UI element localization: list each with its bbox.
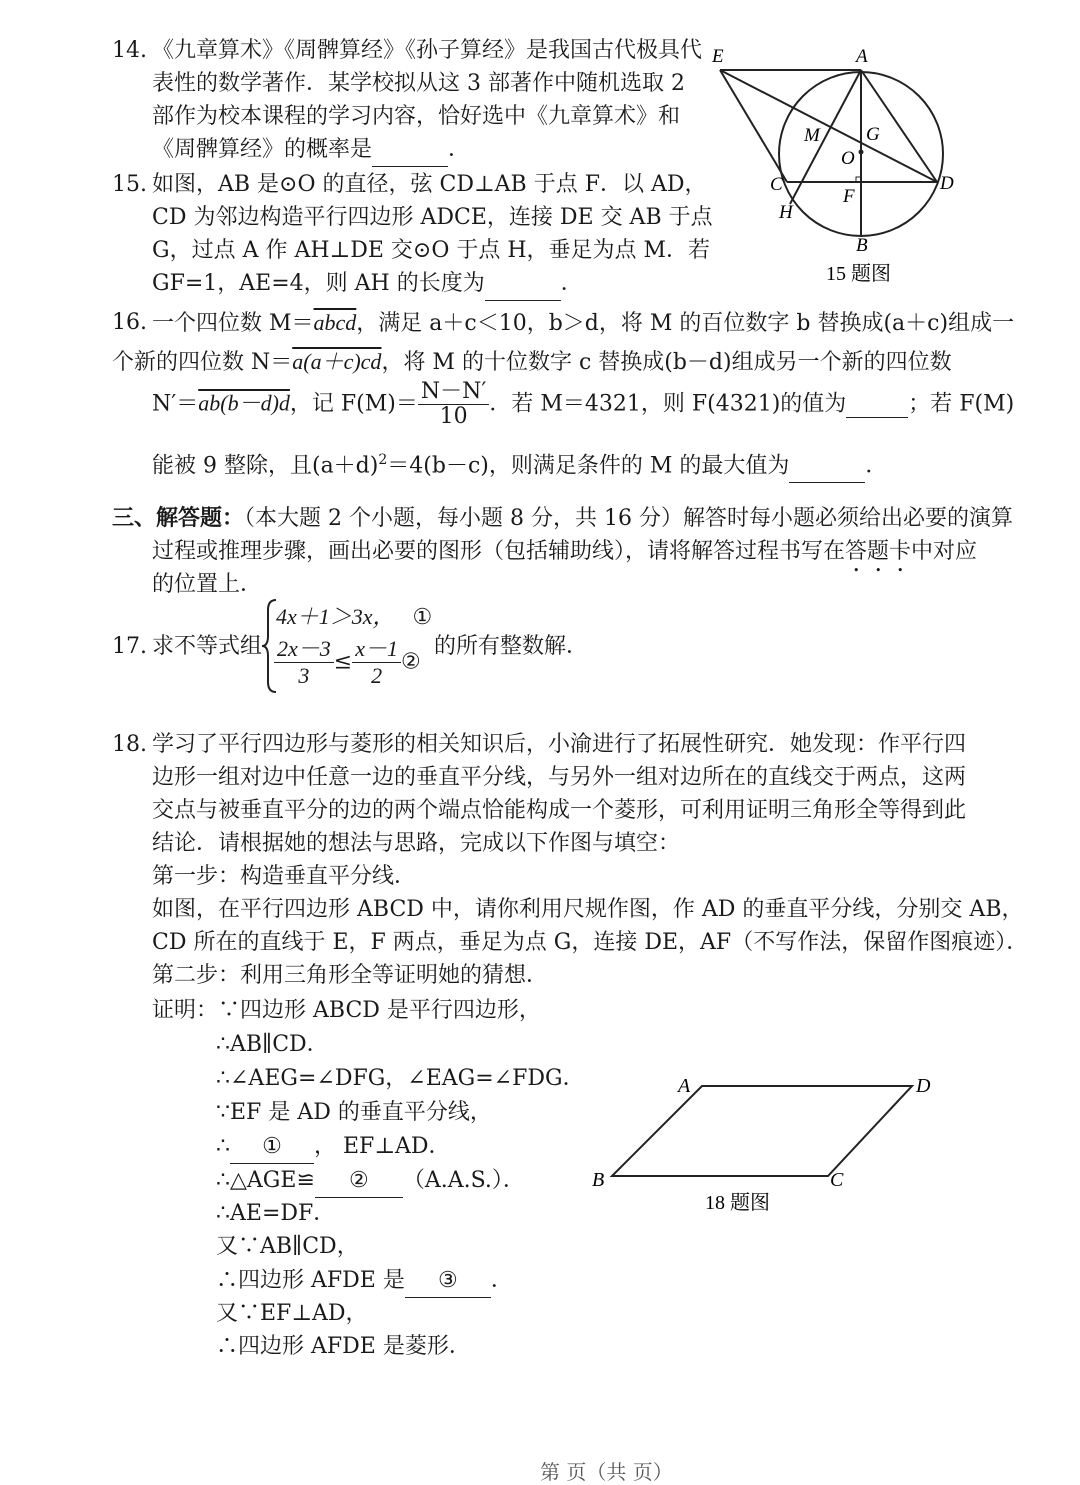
label-c: C: [830, 1169, 844, 1191]
q16-blank1[interactable]: [846, 393, 908, 418]
q15-line4-text: GF=1，AE=4，则 AH 的长度为: [152, 271, 485, 296]
q16-l4b: ＝4(b－c)，则满足条件的 M 的最大值为: [387, 453, 790, 479]
section3-line3: 的位置上．: [152, 572, 263, 597]
q14-end: ．: [448, 137, 471, 162]
figure-18: [580, 1066, 960, 1226]
q17-prefix: 求不等式组: [152, 634, 263, 659]
q18-proof8a: ∴四边形 AFDE 是: [216, 1268, 405, 1293]
q16-frac-denominator: 10: [439, 404, 468, 429]
q16-l3c: ，记 F(M)＝: [289, 391, 418, 417]
q14-line1: 《九章算术》《周髀算经》《孙子算经》是我国古代极具代: [152, 38, 703, 63]
q14-line4-text: 《周髀算经》的概率是: [152, 137, 373, 162]
q17-frac1-den: 3: [298, 663, 310, 688]
label-g: G: [866, 124, 880, 145]
page-footer: 第 页（共 页）: [540, 1460, 673, 1484]
q16-overline-abcd: abcd: [313, 310, 357, 335]
label-b: B: [592, 1169, 605, 1191]
q18-blank3[interactable]: ③: [405, 1264, 491, 1298]
q18-proof10: ∴四边形 AFDE 是菱形．: [216, 1334, 471, 1359]
q15-number: 15.: [112, 172, 147, 197]
q16-fraction: [418, 380, 490, 429]
q18-proof1: ∴AB∥CD．: [216, 1032, 329, 1057]
q14-line3: 部作为校本课程的学习内容，恰好选中《九章算术》和: [152, 104, 681, 129]
center-o: [859, 150, 864, 155]
q17-inequality1: [276, 600, 432, 634]
q18-proof5a: ∴△AGE≌: [216, 1168, 315, 1193]
label-f: F: [843, 186, 855, 207]
q16-l2a: 个新的四位数 N＝: [112, 350, 293, 375]
q16-frac-numerator: N－N′: [418, 380, 490, 405]
q17-number: 17.: [112, 634, 147, 659]
label-c: C: [770, 174, 783, 195]
q18-proof4b: ， EF⊥AD．: [314, 1134, 451, 1159]
q18-number: 18.: [112, 732, 147, 757]
q18-line4: 结论．请根据她的想法与思路，完成以下作图与填空：: [152, 831, 681, 856]
q16-l3a: N′＝: [152, 391, 199, 417]
q16-line1: [152, 306, 1014, 340]
q15-line4: [152, 267, 583, 301]
q16-line2: [112, 345, 952, 379]
q18-proof5b: （A.A.S.）．: [402, 1168, 525, 1193]
label-e: E: [712, 46, 724, 67]
q18-line1: 学习了平行四边形与菱形的相关知识后，小渝进行了拓展性研究．她发现：作平行四: [152, 732, 967, 757]
label-a: A: [678, 1075, 691, 1097]
q14-line4: [152, 133, 470, 167]
section3-line2c: 中对应: [911, 539, 978, 564]
figure-18-caption: 18 题图: [705, 1192, 770, 1214]
q18-step1-desc2: CD 所在的直线于 E，F 两点，垂足为点 G，连接 DE，AF（不写作法，保留作图痕迹）．: [152, 930, 1029, 955]
q18-step1: 第一步：构造垂直平分线．: [152, 864, 417, 889]
q18-line3: 交点与被垂直平分的边的两个端点恰能构成一个菱形，可利用证明三角形全等得到此: [152, 798, 967, 823]
q15-answer-blank[interactable]: [485, 267, 561, 301]
q16-l1c: ，满足 a＋c＜10，b＞d，将 M 的百位数字 b 替换成(a＋c)组成一: [356, 311, 1015, 336]
q16-l4c: ．: [865, 453, 888, 479]
q17-leq: ≤: [333, 649, 353, 675]
q16-blank2[interactable]: [789, 449, 865, 483]
q16-l3e: ；若 F(M): [908, 391, 1015, 417]
q17-frac2-den: 2: [371, 663, 383, 688]
label-d: D: [940, 173, 954, 194]
q17-mark2: ②: [400, 649, 421, 675]
q16-number: 16.: [112, 310, 147, 335]
section3-title: 三、解答题：: [112, 505, 245, 531]
figure-15-caption: 15 题图: [826, 263, 891, 285]
label-d: D: [916, 1075, 931, 1097]
label-a: A: [856, 46, 868, 67]
section3-line2a: 过程或推理步骤，画出必要的图形（包括辅助线），请将解答过程书写在: [152, 539, 846, 564]
figure-15: [700, 36, 980, 296]
section3-answer-card: 答题卡: [845, 539, 912, 564]
q17-frac1: [274, 636, 334, 689]
q18-proof7: 又∵AB∥CD，: [216, 1234, 359, 1259]
section3-line2: [152, 535, 977, 577]
q18-proof8b: ．: [490, 1268, 513, 1293]
q17-ineq1: 4x＋1＞3x，: [276, 604, 395, 629]
q18-proof9: 又∵EF⊥AD，: [216, 1301, 368, 1326]
q17-frac2-num: x－1: [352, 636, 401, 663]
q16-overline-n: a(a＋c)cd: [292, 349, 382, 374]
label-h: H: [779, 202, 793, 223]
label-o: O: [841, 148, 855, 169]
q15-end: ．: [560, 271, 583, 296]
q15-line1: 如图，AB 是⊙O 的直径，弦 CD⊥AB 于点 F．以 AD，: [152, 172, 707, 197]
q16-l4a: 能被 9 整除，且(a＋d): [152, 453, 379, 479]
q15-line2: CD 为邻边构造平行四边形 ADCE，连接 DE 交 AB 于点: [152, 205, 713, 230]
q18-step1-desc1: 如图，在平行四边形 ABCD 中，请你利用尺规作图，作 AD 的垂直平分线，分别交 AB，: [152, 897, 1024, 922]
section3-line1: [112, 502, 1013, 535]
q17-inequality2: [274, 636, 421, 689]
q14-number: 14.: [112, 38, 147, 63]
q16-l3d: ．若 M＝4321，则 F(4321)的值为: [489, 391, 847, 417]
q18-step2: 第二步：利用三角形全等证明她的猜想．: [152, 963, 549, 988]
label-b: B: [856, 235, 868, 256]
q17-suffix: 的所有整数解．: [434, 634, 589, 659]
q16-l1a: 一个四位数 M＝: [152, 311, 314, 336]
q18-proof4: [216, 1130, 451, 1164]
section3-intro: （本大题 2 个小题，每小题 8 分，共 16 分）解答时每小题必须给出必要的演算: [244, 506, 1013, 531]
q14-line2: 表性的数学著作．某学校拟从这 3 部著作中随机选取 2: [152, 71, 685, 96]
q16-l2c: ，将 M 的十位数字 c 替换成(b－d)组成另一个新的四位数: [381, 350, 952, 375]
q14-answer-blank[interactable]: [372, 133, 448, 167]
label-m: M: [804, 125, 820, 146]
q18-proof0: 证明：∵四边形 ABCD 是平行四边形，: [152, 998, 541, 1023]
q17-frac1-num: 2x－3: [274, 636, 334, 663]
q16-overline-nprime: ab(b－d)d: [198, 390, 290, 416]
q16-superscript: 2: [378, 452, 388, 468]
q18-proof3: ∵EF 是 AD 的垂直平分线，: [216, 1100, 492, 1125]
q15-line3: G，过点 A 作 AH⊥DE 交⊙O 于点 H，垂足为点 M．若: [152, 238, 711, 263]
parallelogram-abcd: [612, 1086, 912, 1176]
q17-mark1: ①: [412, 605, 433, 630]
q18-proof5: [216, 1164, 525, 1198]
q18-proof4a: ∴: [216, 1134, 230, 1159]
q18-line2: 边形一组对边中任意一边的垂直平分线，与另外一组对边所在的直线交于两点，这两: [152, 765, 967, 790]
q17-frac2: [352, 636, 401, 689]
q18-proof6: ∴AE=DF．: [216, 1201, 336, 1226]
q18-blank1[interactable]: ①: [230, 1130, 314, 1164]
q16-line4: [152, 444, 887, 483]
q18-blank2[interactable]: ②: [315, 1164, 403, 1198]
q18-proof2: ∴∠AEG=∠DFG，∠EAG=∠FDG．: [216, 1066, 585, 1091]
q18-proof8: [216, 1264, 513, 1298]
q16-line3: [152, 380, 1014, 429]
